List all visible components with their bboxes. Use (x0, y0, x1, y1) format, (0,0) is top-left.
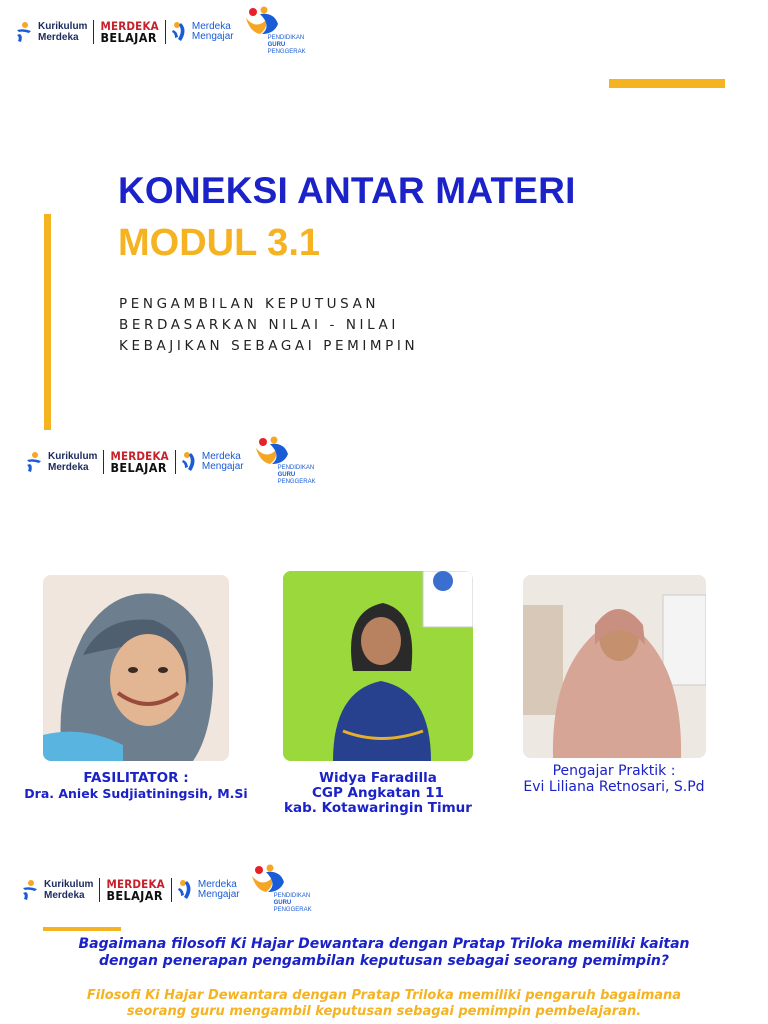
caption-cgp (258, 771, 498, 816)
fasilitator-role: FASILITATOR : (83, 770, 189, 786)
person-illustration-cgp (283, 571, 473, 761)
merdeka-belajar-top: MERDEKA (106, 877, 165, 891)
cgp-kabupaten: kab. Kotawaringin Timur (284, 800, 472, 816)
cgp-angkatan: CGP Angkatan 11 (311, 785, 445, 801)
answer-line1: Filosofi Ki Hajar Dewantara dengan Pratap Triloka memiliki pengaruh bagaimana (86, 988, 682, 1003)
merdeka-mengajar-line2: Mengajar (191, 31, 234, 42)
question-line1: Bagaimana filosofi Ki Hajar Dewantara dengan Pratap Triloka memiliki kaitan (78, 936, 690, 952)
module-title: MODUL 3.1 (118, 222, 321, 264)
kurikulum-merdeka-logo (20, 879, 93, 901)
pgp-line2: GURU (273, 900, 292, 906)
merdeka-text: Merdeka (38, 32, 79, 43)
kurikulum-merdeka-logo (14, 21, 87, 43)
divider (171, 878, 172, 902)
merdeka-mengajar-line1: Merdeka (191, 21, 231, 32)
pgp-line2: GURU (267, 42, 286, 48)
answer-text (0, 988, 768, 1020)
pgp-line3: PENGGERAK (273, 907, 312, 913)
subtitle-line1: PENGAMBILAN KEPUTUSAN (119, 296, 380, 312)
merdeka-text: Merdeka (48, 462, 89, 473)
merdeka-mengajar-icon (178, 879, 194, 901)
merdeka-belajar-logo (100, 20, 158, 44)
kurikulum-text: Kurikulum (38, 21, 88, 32)
merdeka-belajar-top: MERDEKA (110, 449, 169, 463)
merdeka-mengajar-icon (182, 451, 198, 473)
pgp-line1: PENDIDIKAN (277, 465, 315, 471)
merdeka-belajar-top: MERDEKA (100, 19, 159, 33)
divider (99, 878, 100, 902)
photo-cgp (283, 571, 473, 761)
merdeka-mengajar-logo (178, 879, 240, 901)
kurikulum-text: Kurikulum (48, 451, 98, 462)
merdeka-mengajar-icon (172, 21, 188, 43)
photo-pengajar-praktik (523, 575, 706, 758)
gold-accent-bar-horizontal (609, 79, 725, 88)
subtitle (119, 294, 418, 357)
gold-accent-bar-vertical (44, 214, 51, 430)
answer-line2: seorang guru mengambil keputusan sebagai pemimpin pembelajaran. (126, 1004, 642, 1019)
caption-pengajar-praktik (498, 763, 730, 795)
merdeka-belajar-bottom: BELAJAR (106, 888, 163, 903)
question-line2: dengan penerapan pengambilan keputusan sebagai seorang pemimpin? (99, 953, 669, 969)
kurikulum-merdeka-icon (14, 21, 34, 43)
guru-penggerak-icon (254, 436, 294, 468)
merdeka-mengajar-line1: Merdeka (197, 879, 237, 890)
guru-penggerak-icon (250, 864, 290, 896)
merdeka-text: Merdeka (44, 890, 85, 901)
question-text (0, 936, 768, 970)
guru-penggerak-logo (254, 436, 324, 488)
merdeka-mengajar-line2: Mengajar (197, 889, 240, 900)
merdeka-belajar-logo (110, 450, 168, 474)
kurikulum-merdeka-logo (24, 451, 97, 473)
merdeka-mengajar-logo (182, 451, 244, 473)
merdeka-mengajar-line2: Mengajar (201, 461, 244, 472)
divider (165, 20, 166, 44)
pgp-line3: PENGGERAK (277, 479, 316, 485)
cgp-name: Widya Faradilla (319, 770, 437, 786)
pgp-line1: PENDIDIKAN (267, 35, 305, 41)
photo-fasilitator (43, 575, 229, 761)
divider (93, 20, 94, 44)
merdeka-belajar-logo (106, 878, 164, 902)
merdeka-belajar-bottom: BELAJAR (100, 30, 157, 45)
pgp-line3: PENGGERAK (267, 49, 306, 55)
pgp-line2: GURU (277, 472, 296, 478)
page-title: KONEKSI ANTAR MATERI (118, 170, 576, 211)
pgp-line1: PENDIDIKAN (273, 893, 311, 899)
subtitle-line3: KEBAJIKAN SEBAGAI PEMIMPIN (119, 338, 419, 354)
guru-penggerak-icon (244, 6, 284, 38)
pengajar-role: Pengajar Praktik : (552, 763, 676, 779)
kurikulum-merdeka-icon (24, 451, 44, 473)
kurikulum-text: Kurikulum (44, 879, 94, 890)
fasilitator-name: Dra. Aniek Sudjiatiningsih, M.Si (24, 786, 248, 801)
person-illustration-fasilitator (43, 575, 229, 761)
pengajar-name: Evi Liliana Retnosari, S.Pd (523, 779, 705, 795)
subtitle-line2: BERDASARKAN NILAI - NILAI (119, 317, 399, 333)
merdeka-mengajar-line1: Merdeka (201, 451, 241, 462)
guru-penggerak-logo (244, 6, 314, 58)
logo-bar-middle (24, 442, 324, 485)
merdeka-belajar-bottom: BELAJAR (110, 460, 167, 475)
logo-bar-top (14, 12, 314, 55)
person-illustration-pengajar (523, 575, 706, 758)
caption-fasilitator (0, 771, 272, 801)
logo-bar-bottom (20, 870, 320, 913)
divider (103, 450, 104, 474)
merdeka-mengajar-logo (172, 21, 234, 43)
guru-penggerak-logo (250, 864, 320, 916)
kurikulum-merdeka-icon (20, 879, 40, 901)
divider (175, 450, 176, 474)
gold-accent-bar-bottom (43, 927, 121, 931)
